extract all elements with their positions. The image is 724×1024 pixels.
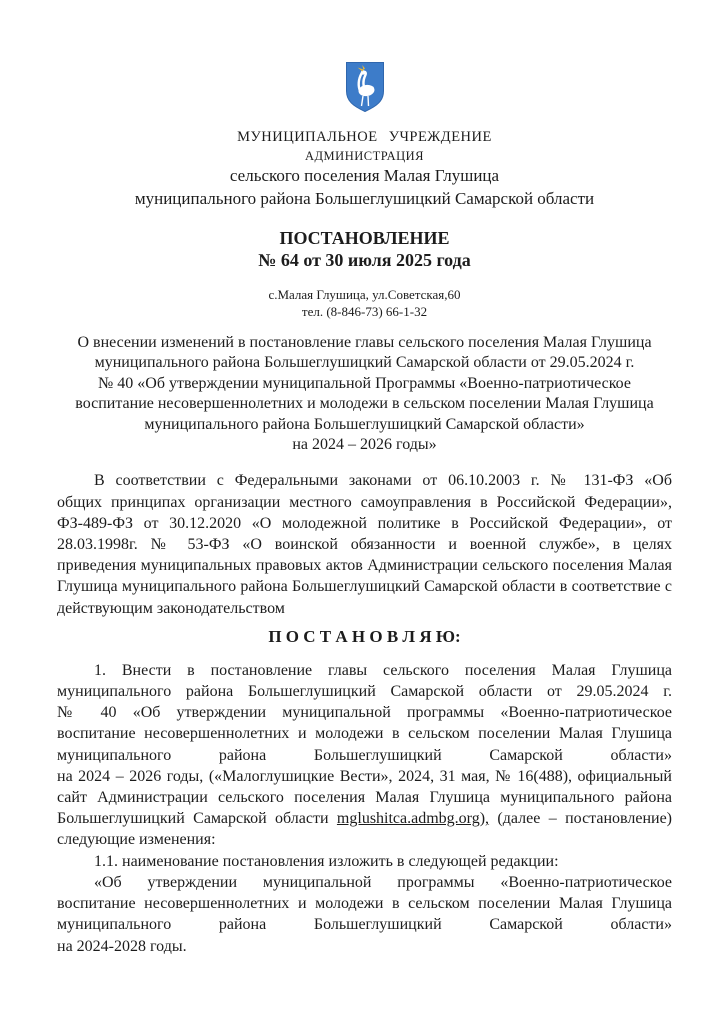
link-prefix: Большеглушицкий Самарской области	[57, 810, 337, 828]
org-district: муниципального района Большеглушицкий Самарской области	[134, 189, 595, 208]
document-subject	[57, 333, 672, 455]
item-1-1-paragraph	[57, 851, 672, 957]
item-1-lines-line: сайт Администрации сельского поселения Малая Глушица муниципального района	[57, 789, 672, 807]
item-1-lines	[57, 660, 672, 808]
link-suffix: (далее – постановление)	[489, 810, 673, 828]
item-1-1-lines	[57, 872, 672, 957]
org-type: МУНИЦИПАЛЬНОЕ УЧРЕЖДЕНИЕ	[237, 129, 492, 145]
document-subject-line: на 2024 – 2026 годы»	[292, 436, 437, 454]
item-1-1-lines-line: муниципального района Большеглушицкий Самарской области»	[57, 916, 672, 934]
preamble-paragraph-line: В соответствии с Федеральными законами от 06.10.2003 г. № 131-ФЗ «Об	[94, 472, 672, 490]
preamble-paragraph-line: приведения муниципальных правовых актов Администрации сельского поселения Малая	[57, 557, 672, 575]
item-1-lines-line: воспитание несовершеннолетних и молодежи в сельском поселении Малая Глушица	[57, 725, 672, 743]
preamble-paragraph	[57, 470, 672, 618]
preamble-paragraph-line: Глушица муниципального района Большеглушицкий Самарской области в соответствие с	[57, 578, 672, 596]
coat-of-arms-icon	[344, 60, 386, 114]
item-1-1-lines-line: «Об утверждении муниципальной программы «Военно-патриотическое	[94, 873, 672, 891]
contact-block	[57, 287, 672, 320]
document-subject-line: № 40 «Об утверждении муниципальной Программы «Военно-патриотическое	[98, 374, 631, 392]
item-1-paragraph	[57, 660, 672, 851]
item-1-1-intro: 1.1. наименование постановления изложить в следующей редакции:	[94, 852, 559, 870]
address-line: с.Малая Глушица, ул.Советская,60	[268, 287, 461, 302]
document-subject-line: муниципального района Большеглушицкий Самарской области»	[144, 415, 585, 433]
preamble-paragraph-line: 28.03.1998г. № 53-ФЗ «О воинской обязанности и военной службе», в целях	[57, 536, 672, 554]
organization-header	[57, 126, 672, 210]
coat-of-arms	[57, 60, 672, 114]
preamble-paragraph-line: ФЗ-489-ФЗ от 30.12.2020 «О молодежной политике в Российской Федерации», от	[57, 514, 672, 532]
item-1-lines-line: на 2024 – 2026 годы, («Малоглушицкие Вести», 2024, 31 мая, № 16(488), официальный	[57, 767, 672, 785]
item-1-1-lines-line: на 2024-2028 годы.	[57, 937, 187, 955]
website-link[interactable]: mglushitca.admbg.org),	[336, 810, 490, 828]
org-settlement: сельского поселения Малая Глушица	[229, 166, 500, 185]
phone-line: тел. (8-846-73) 66-1-32	[301, 303, 428, 319]
org-name: АДМИНИСТРАЦИЯ	[305, 149, 424, 163]
document-subject-line: О внесении изменений в постановление главы сельского поселения Малая Глушица	[77, 334, 652, 351]
item-1-lines-line: муниципального района Большеглушицкий Самарской области от 29.05.2024 г.	[57, 683, 672, 701]
document-type: ПОСТАНОВЛЕНИЕ	[279, 228, 450, 248]
item-1-last-line: следующие изменения:	[57, 831, 216, 849]
item-1-publication-line	[57, 808, 672, 829]
item-1-lines-line: муниципального района Большеглушицкий Самарской области»	[57, 746, 672, 764]
document-subject-line: муниципального района Большеглушицкий Самарской области от 29.05.2024 г.	[94, 354, 635, 372]
resolve-heading: П О С Т А Н О В Л Я Ю:	[268, 626, 461, 646]
item-1-1-lines-line: воспитание несовершеннолетних и молодежи в сельском поселении Малая Глушица	[57, 895, 672, 913]
preamble-paragraph-line: действующим законодательством	[57, 599, 285, 617]
item-1-lines-line: 1. Внести в постановление главы сельского поселения Малая Глушица	[94, 661, 672, 679]
document-subject-line: воспитание несовершеннолетних и молодежи в сельском поселении Малая Глушица	[75, 395, 654, 413]
item-1-lines-line: № 40 «Об утверждении муниципальной программы «Военно-патриотическое	[57, 704, 672, 722]
preamble-paragraph-line: общих принципах организации местного самоуправления в Российской Федерации»,	[57, 493, 672, 511]
document-title	[57, 227, 672, 272]
document-number-date: № 64 от 30 июля 2025 года	[258, 250, 471, 270]
